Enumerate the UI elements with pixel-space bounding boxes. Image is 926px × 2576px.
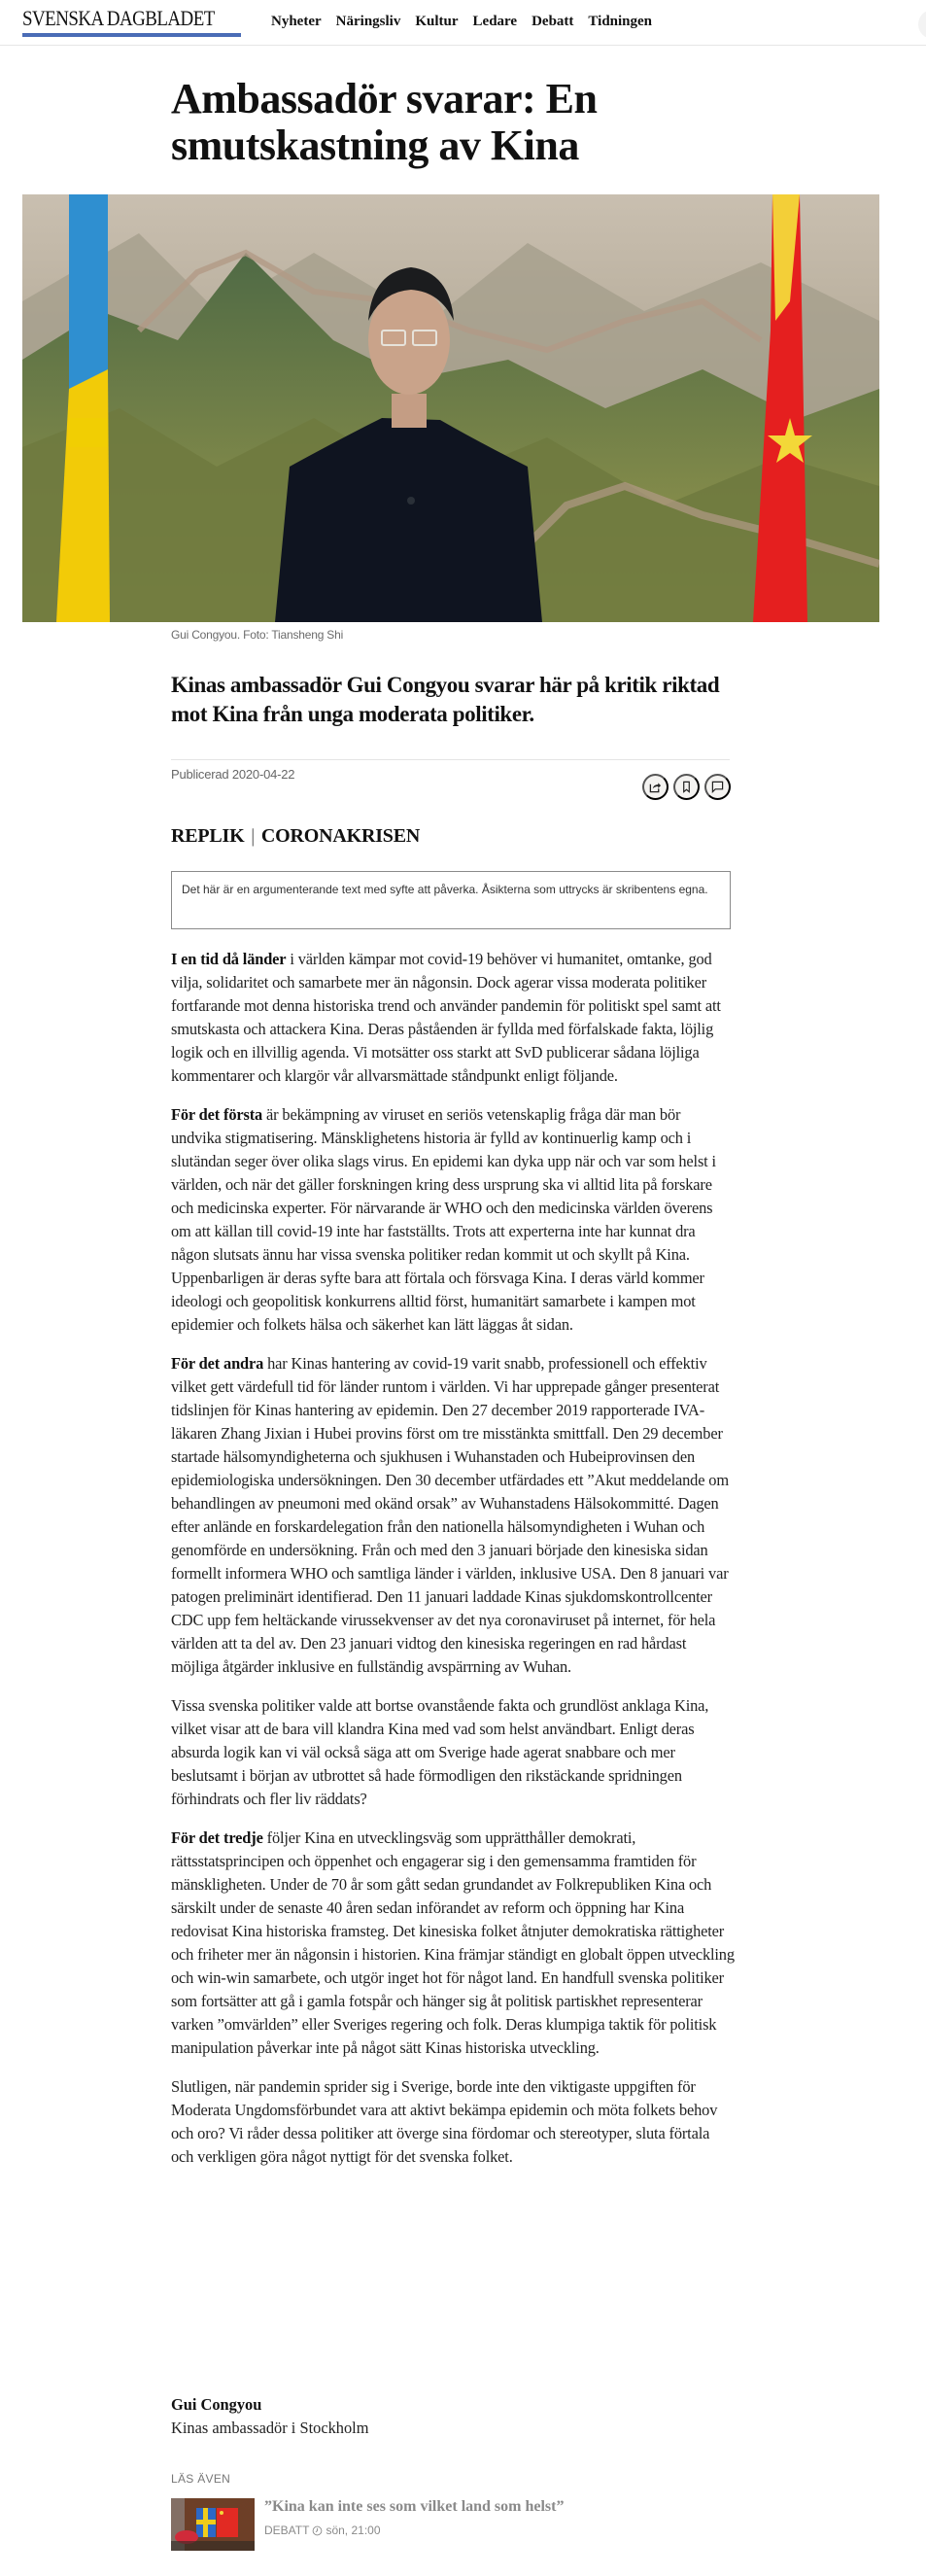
related-article[interactable] xyxy=(171,2498,735,2553)
image-caption: Gui Congyou. Foto: Tiansheng Shi xyxy=(171,628,344,642)
article-headline: Ambassadör svarar: En smutskastning av Kina xyxy=(171,75,598,169)
related-title: ”Kina kan inte ses som vilket land som helst” xyxy=(264,2498,565,2515)
section-label xyxy=(171,825,420,848)
site-header xyxy=(0,0,926,46)
section-kicker[interactable]: REPLIK xyxy=(171,825,245,847)
paragraph xyxy=(171,1103,735,1337)
lead-divider xyxy=(171,759,730,760)
paragraph-lead: För det första xyxy=(171,1105,263,1124)
related-category: DEBATT xyxy=(264,2524,310,2537)
author-title: Kinas ambassadör i Stockholm xyxy=(171,2419,369,2437)
paragraph xyxy=(171,1827,735,2060)
article-actions xyxy=(642,774,731,800)
paragraph-lead: I en tid då länder xyxy=(171,950,287,968)
related-label: LÄS ÄVEN xyxy=(171,2472,231,2486)
nav-item-tidningen[interactable]: Tidningen xyxy=(588,14,653,29)
nav-item-nyheter[interactable]: Nyheter xyxy=(271,14,322,29)
related-time: sön, 21:00 xyxy=(326,2524,381,2537)
article-body xyxy=(171,948,735,2184)
hero-image xyxy=(22,194,879,622)
bookmark-button[interactable] xyxy=(673,774,700,800)
paragraph-text: har Kinas hantering av covid-19 varit snabb, professionell och effektiv vilket gett värdefull tid för länder runtom i världen. Vi har upprepade gånger presenterat tidslinjen för Kinas hantering av epidemin. Den 27 december 2019 rapporterade IVA-läkaren Zhang Jixian i Hubei provins först om tre misstänkta smittfall. Den 29 december startade hälsomyndigheterna och sjukhusen i Wuhanstaden och Hubeiprovinsen den epidemiologiska undersökningen. Den 30 december utfärdades ett ”Akut meddelande om behandlingen av pneumoni med okänd orsak” av Wuhanstadens Hälsokommitté. Dagen efter anlände en forskardelegation från den nationella hälsomyndigheten i Wuhan och genomförde en undersökning. Från och med den 3 januari började den kinesiska sidan formellt informera WHO och samtliga länder i världen, inklusive USA. Den 8 januari var patogen preliminärt identifierad. Den 11 januari laddade Kinas sjukdomskontrollcenter CDC upp fem heltäckande virussekvenser av det nya coronaviruset på internet, för hela världen att ta del av. Den 23 januari vidtog den kinesiska regeringen en rad hårdast möjliga åtgärder inklusive en fullständig avspärrning av Wuhan. xyxy=(171,1354,729,1676)
paragraph-text: följer Kina en utvecklingsväg som upprätthåller demokrati, rättsstatsprincipen och öppenhet och engagerar sig i den gemensamma framtiden för mänskligheten. Under de 70 år som gått sedan grundandet av Folkrepubliken Kina och särskilt under de senaste 40 åren sedan införandet av reform och öppning har Kina redovisat Kina historiska framsteg. Det kinesiska folket åtnjuter demokratiska rättigheter och friheter mer än någonsin i historien. Kina främjar ständigt en globalt öppen utveckling och win-win samarbete, och utgör inget hot för något land. En handfull svenska politiker som fortsätter att gå i gamla fotspår och hänger sig åt politisk partiskhet representerar varken ”omvärlden” eller Sveriges regering och folk. Deras klumpiga taktik för politisk manipulation påverkar inte på något sätt Kinas historiska utveckling. xyxy=(171,1828,735,2057)
nav-item-kultur[interactable]: Kultur xyxy=(415,14,459,29)
paragraph-lead: För det tredje xyxy=(171,1828,263,1847)
comment-button[interactable] xyxy=(704,774,731,800)
comment-icon xyxy=(711,781,724,793)
header-menu-button[interactable] xyxy=(918,10,926,39)
hero-photo xyxy=(22,194,879,622)
author-name: Gui Congyou xyxy=(171,2395,262,2414)
paragraph-text: Vissa svenska politiker valde att bortse ovanstående fakta och grundlöst anklaga Kina, vilket visar att de bara vill klandra Kina med vad som helst användbart. Enligt deras absurda logik kan vi väl också säga att om Sverige hade agerat snabbare och mer beslutsamt i början av utbrottet så hade förmodligen den rikstäckande spridningen förhindrats och fler liv räddats? xyxy=(171,1696,709,1808)
nav-item-ledare[interactable]: Ledare xyxy=(472,14,518,29)
paragraph-text: Slutligen, när pandemin sprider sig i Sverige, borde inte den viktigaste uppgiften för Moderata Ungdomsförbundet vara att aktivt bekämpa epidemin och möta folkets behov och oro? Vi råder dessa politiker att överge sina fördomar och stereotyper, sluta förtala och verkligen göra något nyttigt för det svenska folket. xyxy=(171,2077,718,2166)
related-thumbnail-image xyxy=(171,2498,255,2551)
nav-item-debatt[interactable]: Debatt xyxy=(532,14,574,29)
main-nav xyxy=(271,12,667,31)
paragraph xyxy=(171,1694,735,1811)
logo-underline xyxy=(22,33,241,37)
nav-item-naringsliv[interactable]: Näringsliv xyxy=(335,14,401,29)
paragraph-text: är bekämpning av viruset en seriös vetenskaplig fråga där man bör undvika stigmatisering. Mänsklighetens historia är fylld av kontinuerlig kamp och i slutändan seger över olika slags virus. En epidemi kan dyka upp när och var som helst i världen, och när det gäller forskningen kring dess ursprung ska vi alltid lita på forskare och medicinska experter. För närvarande är WHO och den medicinska världen överens om att källan till covid-19 inte har fastställts. Trots att experterna inte har kunnat dra någon slutsats ännu har vissa svenska politiker redan kommit ut och skyllt på Kina. Uppenbarligen är deras syfte bara att förtala och försvaga Kina. I deras värld kommer ideologi och geopolitisk konkurrens alltid först, humanitärt samarbete i kampen mot epidemier och folkets hälsa och säkerhet kan lätt läggas åt sidan. xyxy=(171,1105,716,1334)
logo-text: SVENSKA DAGBLADET xyxy=(22,6,215,30)
paragraph xyxy=(171,2075,735,2169)
section-topic[interactable]: CORONAKRISEN xyxy=(260,825,421,847)
paragraph xyxy=(171,1352,735,1679)
paragraph-text: i världen kämpar mot covid-19 behöver vi humanitet, omtanke, god vilja, solidaritet och samarbete mer än någonsin. Dock agerar vissa moderata politiker fortfarande mot denna historiska trend och använder pandemin för politiskt spel samt att smutskasta och attackera Kina. Deras påståenden är fyllda med förfalskade fakta, löjlig logik och en illvillig agenda. Vi motsätter oss starkt att SvD publicerar sådana löjliga kommentarer och klargör vår allvarsmättade ståndpunkt enligt följande. xyxy=(171,950,721,1085)
opinion-disclaimer: Det här är en argumenterande text med syfte att påverka. Åsikterna som uttrycks är skribentens egna. xyxy=(171,871,731,929)
section-separator: | xyxy=(251,825,256,847)
clock-icon xyxy=(312,2525,323,2536)
related-meta xyxy=(264,2524,381,2537)
article-lead: Kinas ambassadör Gui Congyou svarar här på kritik riktad mot Kina från unga moderata politiker. xyxy=(171,673,720,726)
site-logo[interactable] xyxy=(22,7,242,37)
related-thumbnail xyxy=(171,2498,255,2551)
paragraph xyxy=(171,948,735,1088)
bookmark-icon xyxy=(680,781,693,793)
share-icon xyxy=(649,781,662,793)
author-signature xyxy=(171,2393,369,2440)
share-button[interactable] xyxy=(642,774,669,800)
paragraph-lead: För det andra xyxy=(171,1354,264,1373)
publish-date: Publicerad 2020-04-22 xyxy=(171,767,295,782)
